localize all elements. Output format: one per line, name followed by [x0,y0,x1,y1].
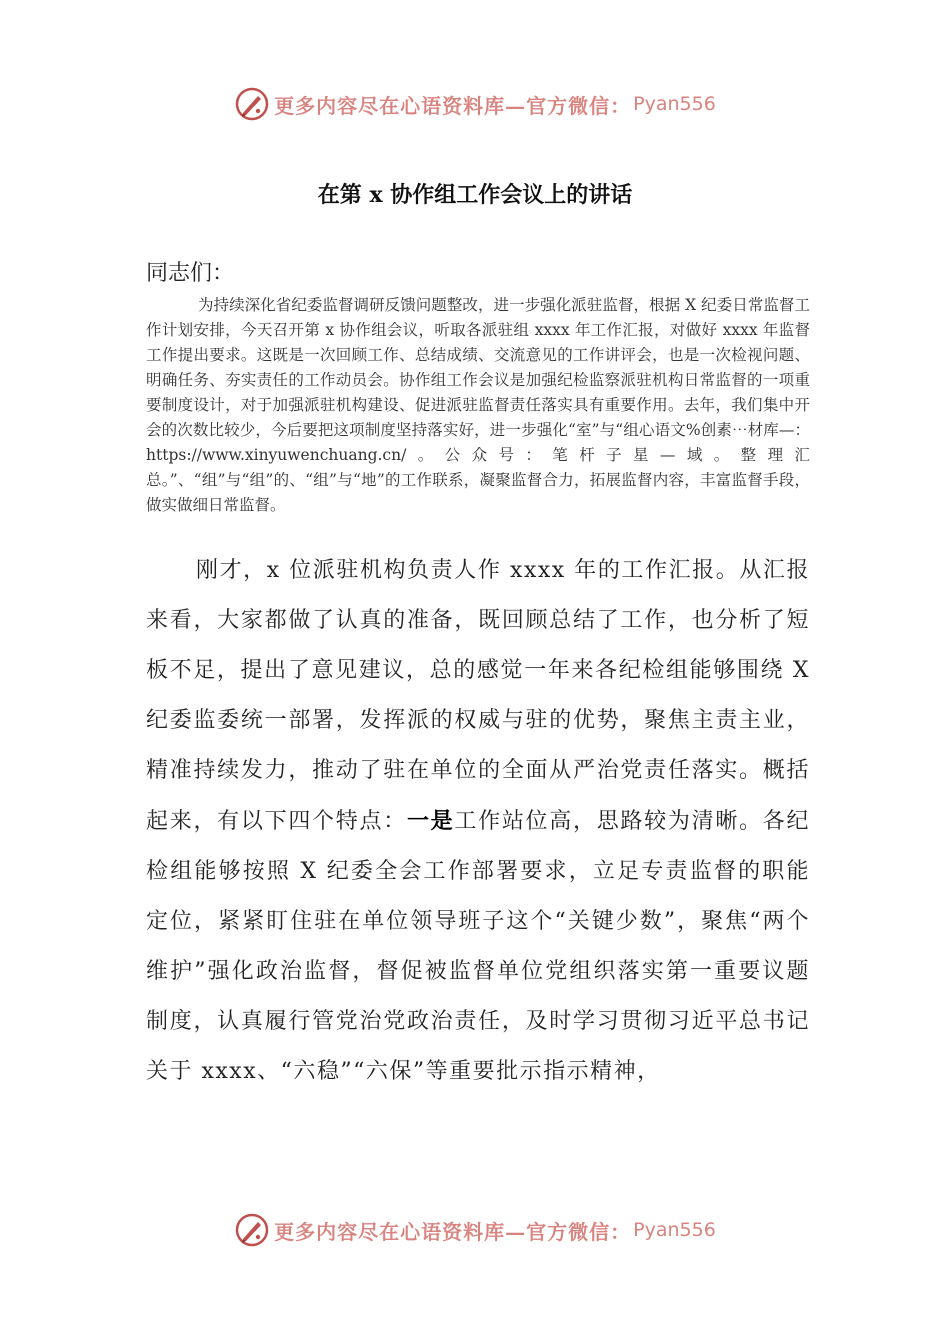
watermark-handle: Pyan556 [633,93,716,115]
watermark-banner-bottom [0,1208,950,1252]
body-bold-marker: 一是 [406,808,455,834]
pen-logo-icon [234,86,270,122]
body-text-before: 刚才，x 位派驻机构负责人作 xxxx 年的工作汇报。从汇报来看，大家都做了认真的准备，既回顾总结了工作，也分析了短板不足，提出了意见建议，总的感觉一年来各纪检组能够围绕 X 纪委监委统一部署，发挥派的权威与驻的优势，聚焦主责主业，精准持续发力，推动了驻在单位的全面从严治党责任落实。概括起来，有以下四个特点： [146,558,810,834]
intro-paragraph: 为持续深化省纪委监督调研反馈问题整改，进一步强化派驻监督，根据 X 纪委日常监督工作计划安排，今天召开第 x 协作组会议，听取各派驻组 xxxx 年工作汇报，对做好 xxxx 年监督工作提出要求。这既是一次回顾工作、总结成绩、交流意见的工作讲评会，也是一次检视问题、明确任务、夯实责任的工作动员会。协作组工作会议是加强纪检监察派驻机构日常监督的一项重要制度设计，对于加强派驻机构建设、促进派驻监督责任落实具有重要作用。去年，我们集中开会的次数比较少，今后要把这项制度坚持落实好，进一步强化“室”与“组心语文%创素⋯材库—：https://www.xinyuwenchuang.cn/。公众号：笔杆子星—域。整理汇总。”、“组”与“组”的、“组”与“地”的工作联系，凝聚监督合力，拓展监督内容，丰富监督手段，做实做细日常监督。 [146,296,810,514]
pen-logo-icon [234,1212,270,1248]
document-title: 在第 x 协作组工作会议上的讲话 [317,182,633,208]
body-paragraph [146,546,810,1097]
body-text-after: 工作站位高，思路较为清晰。各纪检组能够按照 X 纪委全会工作部署要求，立足专责监督的职能定位，紧紧盯住驻在单位领导班子这个“关键少数”，聚焦“两个维护”强化政治监督，督促被监督单位党组织落实第一重要议题制度，认真履行管党治党政治责任，及时学习贯彻习近平总书记关于 xxxx、“六稳”“六保”等重要批示指示精神， [146,809,810,1084]
watermark-handle: Pyan556 [633,1219,716,1241]
greeting: 同志们： [146,261,235,286]
watermark-banner-top [0,82,950,126]
watermark-text: 更多内容尽在心语资料库—官方微信： [274,1219,632,1244]
watermark-text: 更多内容尽在心语资料库—官方微信： [274,93,632,118]
